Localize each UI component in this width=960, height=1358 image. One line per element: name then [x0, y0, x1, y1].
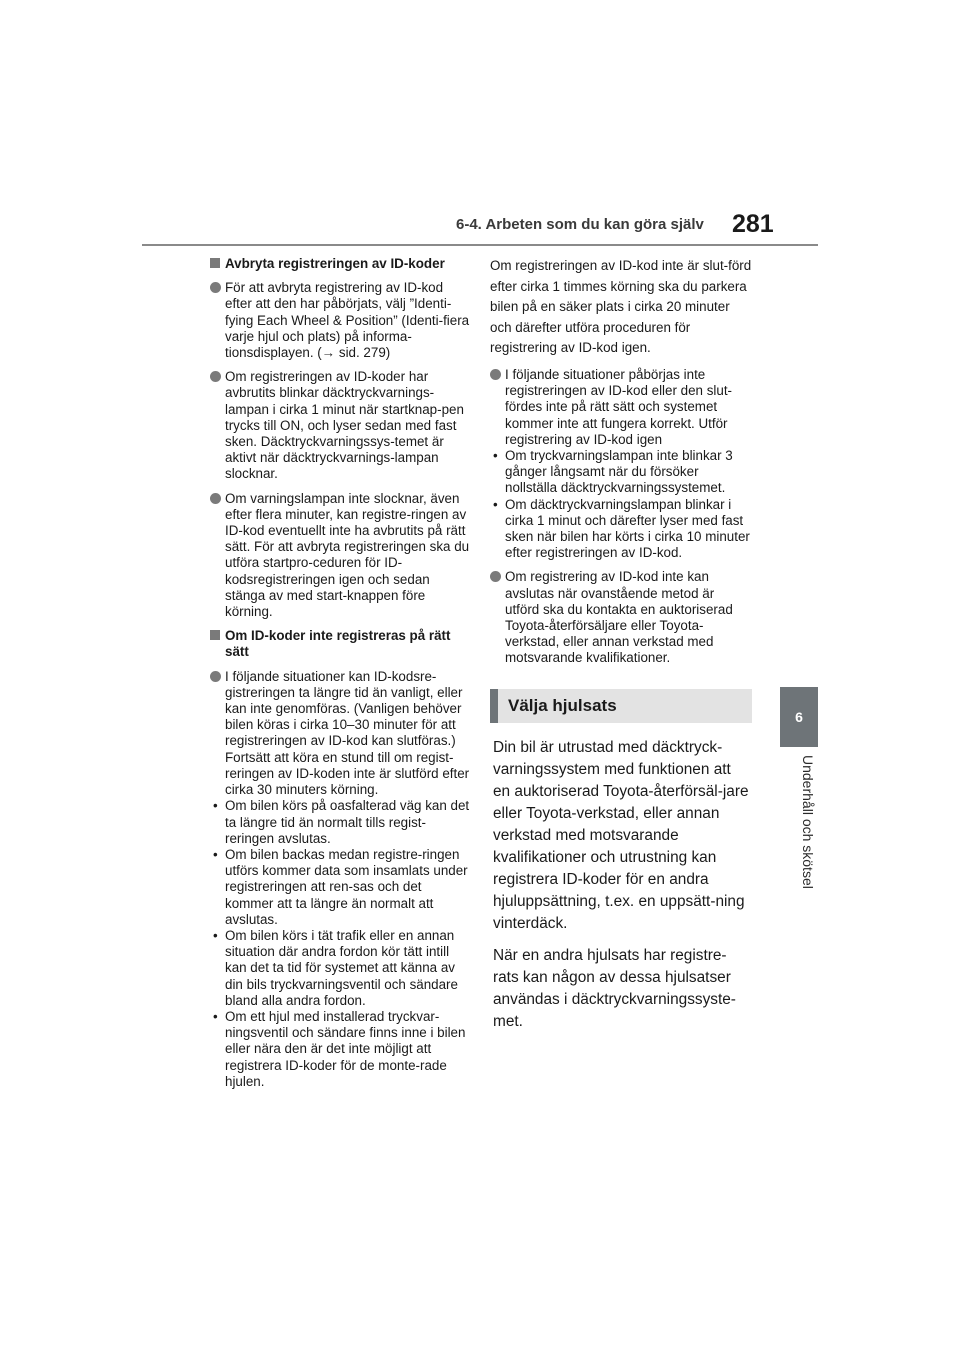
- bullet-paragraph: [210, 369, 470, 482]
- bullet-text: Om registreringen av ID-koder har avbrutits blinkar däcktryckvarnings-lampan i cirka 1 minut när startknap-pen trycks till ON, och lyser sedan med fast sken. Däcktryckvarningssys-temet är aktivt när däcktryckvarnings-lampan slocknar.: [225, 369, 464, 482]
- bullet-text: Om registrering av ID-kod inte kan avslutas när ovanstående metod är utförd ska du kontakta en auktoriserad Toyota-återförsäljare eller Toyota-verkstad, eller annan verkstad med motsvarande kvalifikationer.: [505, 569, 733, 666]
- page-reference[interactable]: sid. 279): [335, 345, 391, 361]
- subheading-text: Om ID-koder inte registreras på rätt sätt: [225, 628, 451, 660]
- sub-bullet-text: Om bilen körs i tät trafik eller en annan situation där andra fordon kör tätt intill kan det ta tid för systemet att känna av din bils tryckvarningsventil och sändare bland alla andra fordon.: [225, 927, 458, 1008]
- round-bullet-icon: [210, 282, 221, 293]
- dot-icon: •: [213, 846, 218, 862]
- sub-bullet: [210, 928, 470, 1009]
- round-bullet-icon: [210, 671, 221, 682]
- sub-bullet: [210, 798, 470, 847]
- body-paragraph: När en andra hjulsats har registre-rats kan någon av dessa hjulsatser användas i däcktryckvarningssyste-met.: [493, 946, 736, 1030]
- dot-icon: •: [493, 447, 498, 463]
- bullet-paragraph: [490, 569, 752, 666]
- square-bullet-icon: [210, 630, 220, 640]
- bullet-paragraph: [210, 280, 470, 361]
- page-number: 281: [732, 210, 774, 238]
- round-bullet-icon: [490, 571, 501, 582]
- chapter-tab: 6: [780, 687, 818, 747]
- subheading-cancel-registration: [210, 256, 470, 272]
- dot-icon: •: [213, 1008, 218, 1024]
- dot-icon: •: [493, 496, 498, 512]
- round-bullet-icon: [210, 493, 221, 504]
- dot-icon: •: [213, 927, 218, 943]
- right-column: [490, 256, 752, 1043]
- intro-paragraph: Om registreringen av ID-kod inte är slut-förd efter cirka 1 timmes körning ska du parkera bilen på en säker plats i cirka 20 minuter och därefter utföra proceduren för registrering av ID-kod igen.: [490, 258, 752, 356]
- bullet-paragraph: [490, 367, 752, 448]
- arrow-icon: →: [321, 345, 336, 361]
- subheading-text: Avbryta registreringen av ID-koder: [225, 256, 445, 271]
- sub-bullet-text: Om bilen körs på oasfalterad väg kan det ta längre tid än normalt tills regist-reringen avslutas.: [225, 798, 470, 846]
- sub-bullet-text: Om ett hjul med installerad tryckvar-ningsventil och sändare finns inne i bilen eller nära den är det inte möjligt att registrera ID-koder för de monte-rade hjulen.: [225, 1008, 466, 1089]
- sub-bullet-text: Om bilen backas medan registre-ringen utförs kommer data som insamlats under registreringen att ren-sas och det kommer att ta längre än normalt att avslutas.: [225, 846, 468, 927]
- bullet-text: För att avbryta registrering av ID-kod efter att den har påbörjats, välj ”Identi-fying Each Wheel & Position” (Identi-fiera varje hjul och plats) på informa-tionsdisplayen. (: [225, 280, 470, 361]
- dot-icon: •: [213, 798, 218, 814]
- chapter-title: Underhåll och skötsel: [800, 755, 816, 889]
- sub-bullet-text: Om däcktryckvarningslampan blinkar i cirka 1 minut och därefter lyser med fast sken när bilen har körts i cirka 10 minuter efter registreringen av ID-kod.: [505, 496, 750, 561]
- bullet-text: I följande situationer påbörjas inte registreringen av ID-kod eller den slut-fördes inte på rätt sätt och systemet kommer inte att fungera korrekt. Utför registrering av ID-kod igen: [505, 366, 733, 447]
- round-bullet-icon: [490, 369, 501, 380]
- bullet-paragraph: [210, 669, 470, 799]
- body-paragraph: Din bil är utrustad med däcktryck-varningssystem med funktionen att en auktoriserad Toyota-återförsäl-jare eller Toyota-verkstad, eller annan verkstad med motsvarande kvalifikationer och utrustning kan registrera ID-koder för en andra hjuluppsättning, t.ex. en uppsätt-ning vinterdäck.: [493, 738, 749, 932]
- sub-bullet: [490, 497, 752, 562]
- sub-bullet: [210, 1009, 470, 1090]
- bullet-text: Om varningslampan inte slocknar, även efter flera minuter, kan registre-ringen av ID-kod eventuellt inte ha avbrutits på rätt sätt. För att avbryta registreringen ska du utföra startpro-ceduren för ID-kodsregistreringen igen och sedan stänga av med start-knappen före körning.: [225, 490, 470, 620]
- sub-bullet: [210, 847, 470, 928]
- subheading-not-registered: [210, 628, 470, 660]
- section-title: 6-4. Arbeten som du kan göra själv: [456, 216, 704, 233]
- sub-bullet-text: Om tryckvarningslampan inte blinkar 3 gånger långsamt när du försöker nollställa däcktryckvarningssystemet.: [505, 447, 733, 496]
- sub-bullet: [490, 448, 752, 497]
- left-column: [210, 256, 470, 1090]
- bullet-text: I följande situationer kan ID-kodsre-gistreringen ta längre tid än vanligt, eller kan inte genomföras. (Vanligen behöver bilen köras i cirka 10–30 minuter för att registreringen av ID-kod kan slutföras.): [225, 668, 463, 749]
- header-divider: [142, 244, 818, 246]
- section-header-wheel-set: Välja hjulsats: [490, 689, 752, 723]
- round-bullet-icon: [210, 371, 221, 382]
- square-bullet-icon: [210, 258, 220, 268]
- bullet-paragraph: [210, 491, 470, 621]
- bullet-text-continued: Fortsätt att köra en stund till om regist-reringen av ID-koden inte är slutförd efter cirka 30 minuters körning.: [225, 749, 470, 798]
